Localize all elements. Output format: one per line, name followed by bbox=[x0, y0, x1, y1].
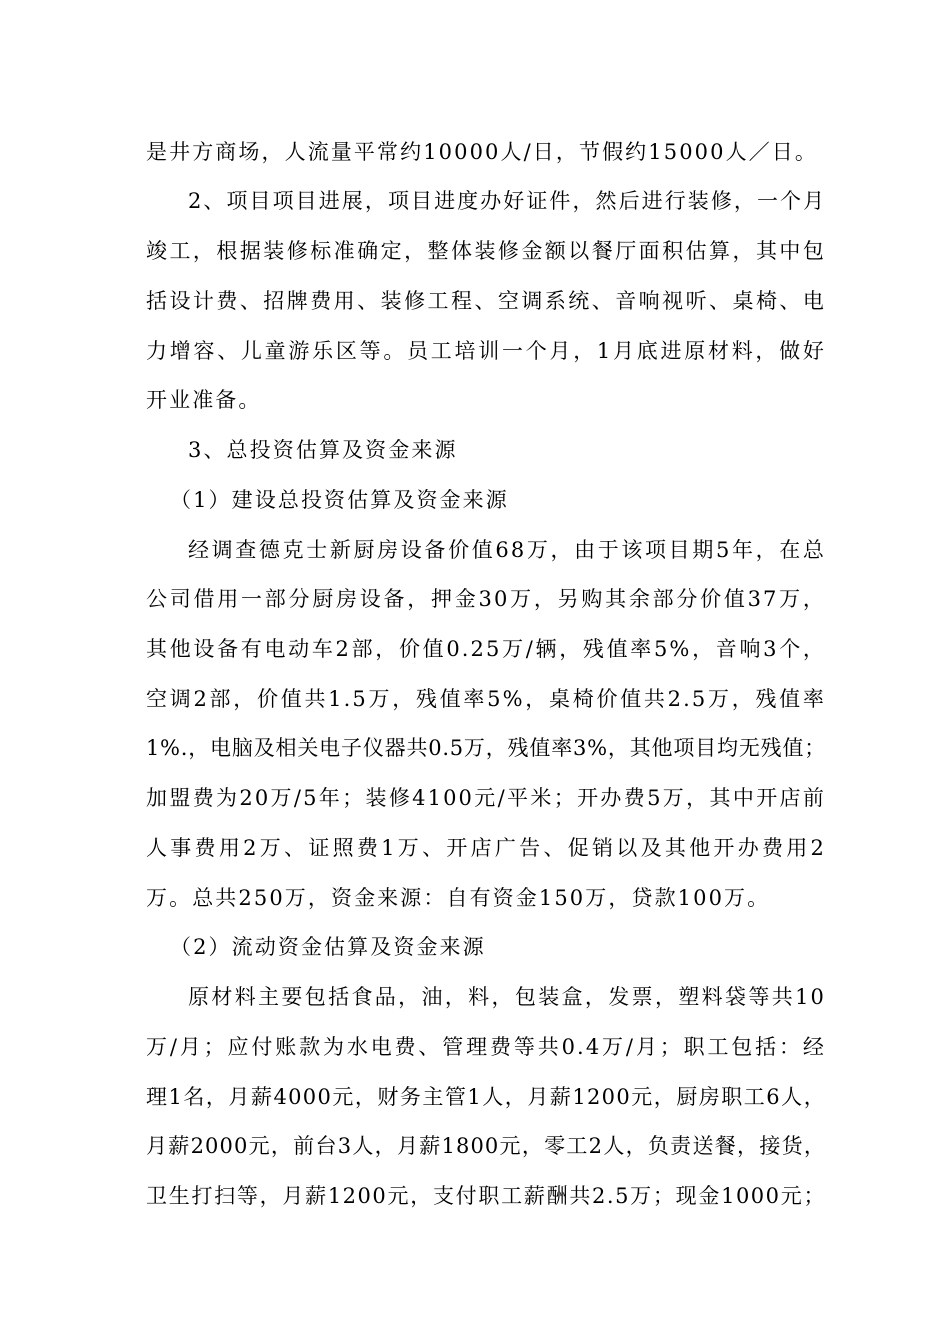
subsection-heading: （1）建设总投资估算及资金来源 bbox=[170, 488, 509, 512]
text-line: 经调查德克士新厨房设备价值68万，由于该项目期5年，在总 bbox=[188, 538, 826, 562]
section-heading: 3、总投资估算及资金来源 bbox=[188, 438, 458, 462]
text-line: 空调2部，价值共1.5万，残值率5%，桌椅价值共2.5万，残值率 bbox=[146, 687, 826, 711]
text-line: 原材料主要包括食品，油，料，包装盒，发票，塑料袋等共10 bbox=[188, 985, 826, 1009]
text-line: 括设计费、招牌费用、装修工程、空调系统、音响视听、桌椅、电 bbox=[146, 289, 826, 313]
text-line: 1%.，电脑及相关电子仪器共0.5万，残值率3%，其他项目均无残值； bbox=[146, 736, 826, 760]
text-line: 竣工，根据装修标准确定，整体装修金额以餐厅面积估算，其中包 bbox=[146, 239, 826, 263]
text-line: 人事费用2万、证照费1万、开店广告、促销以及其他开办费用2 bbox=[146, 836, 826, 860]
text-line: 公司借用一部分厨房设备，押金30万，另购其余部分价值37万， bbox=[146, 587, 826, 611]
text-line: 月薪2000元，前台3人，月薪1800元，零工2人，负责送餐，接货， bbox=[146, 1134, 826, 1158]
text-line: 其他设备有电动车2部，价值0.25万/辆，残值率5%，音响3个， bbox=[146, 637, 826, 661]
text-line: 理1名，月薪4000元，财务主管1人，月薪1200元，厨房职工6人， bbox=[146, 1085, 826, 1109]
text-line: 力增容、儿童游乐区等。员工培训一个月，1月底进原材料，做好 bbox=[146, 339, 826, 363]
subsection-heading: （2）流动资金估算及资金来源 bbox=[170, 935, 486, 959]
text-line: 是井方商场，人流量平常约10000人/日，节假约15000人／日。 bbox=[146, 140, 818, 164]
text-line: 2、项目项目进展，项目进度办好证件，然后进行装修，一个月 bbox=[188, 189, 826, 213]
text-line: 万/月；应付账款为水电费、管理费等共0.4万/月；职工包括：经 bbox=[146, 1035, 826, 1059]
text-line: 开业准备。 bbox=[146, 388, 262, 412]
text-line: 万。总共250万，资金来源：自有资金150万，贷款100万。 bbox=[146, 886, 771, 910]
text-line: 加盟费为20万/5年；装修4100元/平米；开办费5万，其中开店前 bbox=[146, 786, 826, 810]
text-line: 卫生打扫等，月薪1200元，支付职工薪酬共2.5万；现金1000元； bbox=[146, 1184, 826, 1208]
